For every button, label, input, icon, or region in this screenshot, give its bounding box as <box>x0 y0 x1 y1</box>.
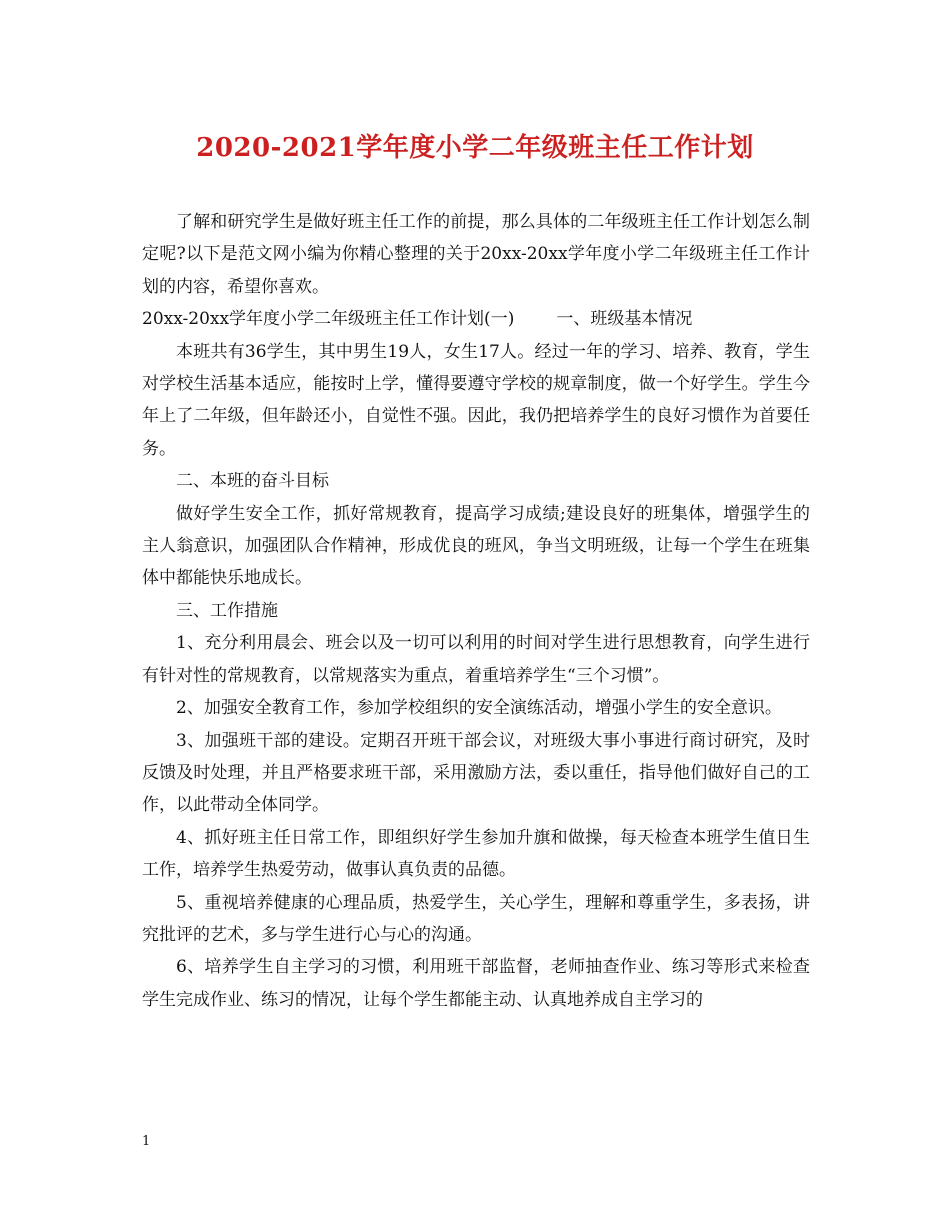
measure-item-3: 3、加强班干部的建设。定期召开班干部会议，对班级大事小事进行商讨研究，及时反馈及时处理，并且严格要求班干部，采用激励方法，委以重任，指导他们做好自己的工作，以此带动全体同学。 <box>142 730 810 816</box>
section1-paragraph: 本班共有36学生，其中男生19人，女生17人。经过一年的学习、培养、教育，学生对学校生活基本适应，能按时上学，懂得要遵守学校的规章制度，做一个好学生。学生今年上了二年级，但年龄还小，自觉性不强。因此，我仍把培养学生的良好习惯作为首要任务。 <box>142 341 810 459</box>
measure-item-4: 4、抓好班主任日常工作，即组织好学生参加升旗和做操，每天检查本班学生值日生工作，培养学生热爱劳动，做事认真负责的品德。 <box>142 827 810 881</box>
section1-heading: 一、班级基本情况 <box>556 309 693 330</box>
page-number: 1 <box>142 1134 151 1149</box>
section2-heading: 二、本班的奋斗目标 <box>176 471 329 492</box>
document-title: 2020-2021学年度小学二年级班主任工作计划 <box>196 133 754 163</box>
measure-item-1: 1、充分利用晨会、班会以及一切可以利用的时间对学生进行思想教育，向学生进行有针对性的常规教育，以常规落实为重点，着重培养学生“三个习惯”。 <box>142 633 810 686</box>
plan-subtitle-line <box>142 303 810 335</box>
document-body <box>142 206 810 1016</box>
measure-item-2: 2、加强安全教育工作，参加学校组织的安全演练活动，增强小学生的安全意识。 <box>176 698 782 719</box>
measure-item-6: 6、培养学生自主学习的习惯，利用班干部监督，老师抽查作业、练习等形式来检查学生完成作业、练习的情况，让每个学生都能主动、认真地养成自主学习的 <box>142 957 810 1010</box>
intro-paragraph: 了解和研究学生是做好班主任工作的前提，那么具体的二年级班主任工作计划怎么制定呢?以下是范文网小编为你精心整理的关于20xx-20xx学年度小学二年级班主任工作计划的内容，希望你喜欢。 <box>142 212 810 297</box>
measure-item-5: 5、重视培养健康的心理品质，热爱学生，关心学生，理解和尊重学生，多表扬，讲究批评的艺术，多与学生进行心与心的沟通。 <box>142 892 810 945</box>
plan-subtitle: 20xx-20xx学年度小学二年级班主任工作计划(一) <box>142 309 515 330</box>
section2-paragraph: 做好学生安全工作，抓好常规教育，提高学习成绩;建设良好的班集体，增强学生的主人翁意识，加强团队合作精神，形成优良的班风，争当文明班级，让每一个学生在班集体中都能快乐地成长。 <box>142 503 810 589</box>
section3-heading: 三、工作措施 <box>176 600 278 621</box>
